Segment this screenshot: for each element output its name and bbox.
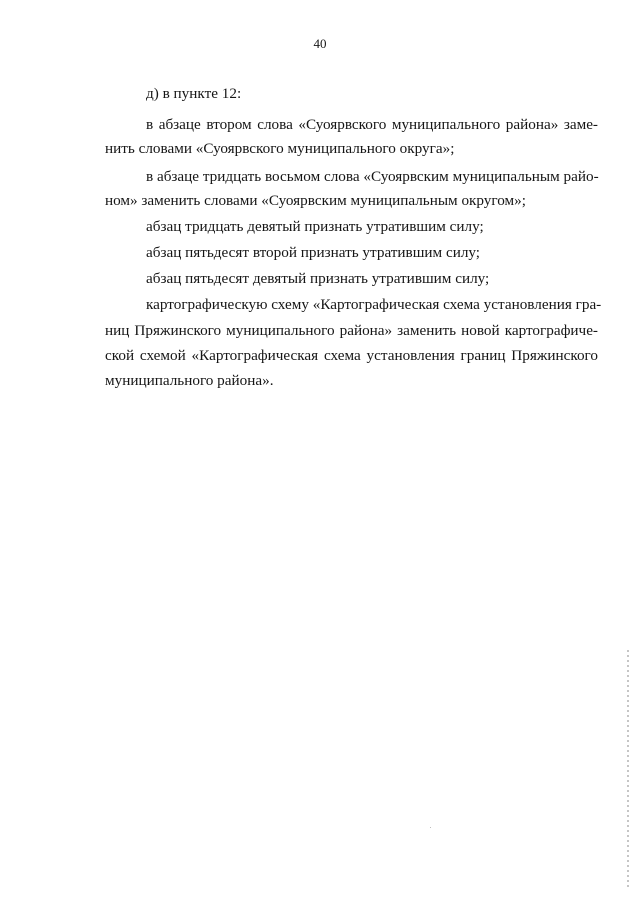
paragraph-line: в абзаце тридцать восьмом слова «Суоярвским муниципальным райо- <box>146 168 599 185</box>
paragraph-line: картографическую схему «Картографическая схема установления гра- <box>146 296 602 313</box>
paragraph-line: абзац тридцать девятый признать утратившим силу; <box>146 218 484 235</box>
paragraph-line: нить словами «Суоярвского муниципального округа»; <box>105 140 455 157</box>
paragraph-line: д) в пункте 12: <box>146 85 242 102</box>
paragraph-line: абзац пятьдесят девятый признать утратившим силу; <box>146 270 490 287</box>
page-number: 40 <box>313 36 327 51</box>
paragraph-line: ниц Пряжинского муниципального района» заменить новой картографиче- <box>105 322 598 339</box>
paragraph-line: ном» заменить словами «Суоярвским муниципальным округом»; <box>105 192 526 209</box>
paragraph-line: абзац пятьдесят второй признать утратившим силу; <box>146 244 481 261</box>
paragraph-line: ской схемой «Картографическая схема установления границ Пряжинского <box>105 347 598 364</box>
scan-speck <box>430 827 431 828</box>
scan-edge-artifact <box>627 650 629 890</box>
paragraph-line: муниципального района». <box>105 372 274 389</box>
paragraph-line: в абзаце втором слова «Суоярвского муниципального района» заме- <box>146 116 598 133</box>
